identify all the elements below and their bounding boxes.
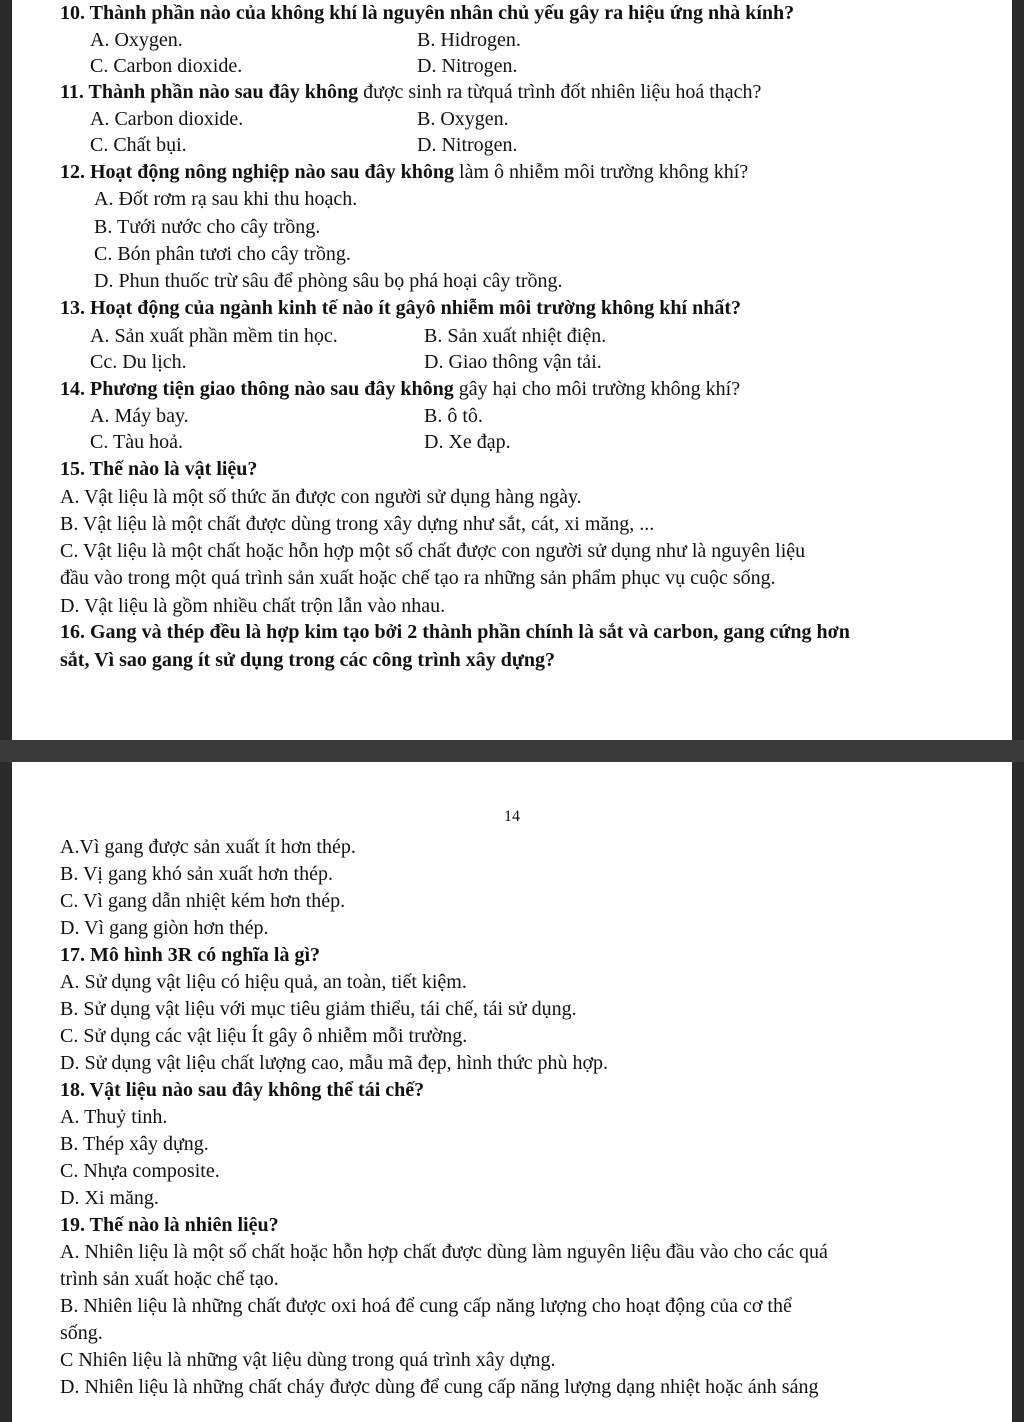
- question-19-stem: 19. Thế nào là nhiên liệu?: [60, 1214, 279, 1236]
- question-14-stem: 14. Phương tiện giao thông nào sau đây không gây hại cho môi trường không khí?: [60, 378, 741, 400]
- question-11-stem: 11. Thành phần nào sau đây không được sinh ra từquá trình đốt nhiên liệu hoá thạch?: [60, 81, 762, 103]
- q16-option-b: B. Vị gang khó sản xuất hơn thép.: [60, 863, 333, 885]
- q18-option-d: D. Xi măng.: [60, 1187, 159, 1209]
- question-16-stem-line2: sắt, Vì sao gang ít sử dụng trong các công trình xây dựng?: [60, 649, 555, 671]
- q18-option-b: B. Thép xây dựng.: [60, 1133, 209, 1155]
- q14-option-d: D. Xe đạp.: [424, 431, 511, 453]
- q18-option-a: A. Thuỷ tinh.: [60, 1106, 168, 1128]
- q18-option-c: C. Nhựa composite.: [60, 1160, 220, 1182]
- question-12-stem: 12. Hoạt động nông nghiệp nào sau đây không làm ô nhiễm môi trường không khí?: [60, 161, 749, 183]
- q19-option-a-line1: A. Nhiên liệu là một số chất hoặc hỗn hợp chất được dùng làm nguyên liệu đầu vào cho các quá: [60, 1241, 828, 1263]
- q15-option-c-line1: C. Vật liệu là một chất hoặc hỗn hợp một số chất được con người sử dụng như là nguyên liệu: [60, 540, 806, 562]
- q17-option-c: C. Sử dụng các vật liệu Ít gây ô nhiễm mỗi trường.: [60, 1025, 468, 1047]
- q11-option-b: B. Oxygen.: [417, 108, 509, 130]
- q13-option-d: D. Giao thông vận tải.: [424, 351, 602, 373]
- q15-option-c-line2: đầu vào trong một quá trình sản xuất hoặc chế tạo ra những sản phẩm phục vụ cuộc sống.: [60, 567, 776, 589]
- page-number: 14: [504, 808, 520, 825]
- q12-option-b: B. Tưới nước cho cây trồng.: [94, 216, 321, 238]
- q10-option-b: B. Hidrogen.: [417, 29, 521, 51]
- q14-option-b: B. ô tô.: [424, 405, 483, 427]
- q13-option-a: A. Sản xuất phần mềm tin học.: [90, 325, 338, 347]
- q16-option-a: A.Vì gang được sản xuất ít hơn thép.: [60, 836, 356, 858]
- q10-option-a: A. Oxygen.: [90, 29, 183, 51]
- q17-option-d: D. Sử dụng vật liệu chất lượng cao, mẫu mã đẹp, hình thức phù hợp.: [60, 1052, 609, 1074]
- q17-option-a: A. Sử dụng vật liệu có hiệu quả, an toàn, tiết kiệm.: [60, 971, 467, 993]
- document-page-1: [12, 0, 1012, 740]
- document-page-2: [12, 762, 1012, 1422]
- q15-option-b: B. Vật liệu là một chất được dùng trong xây dựng như sắt, cát, xi măng, ...: [60, 513, 655, 535]
- q14-option-c: C. Tàu hoả.: [90, 431, 183, 453]
- question-13-stem: 13. Hoạt động của ngành kinh tế nào ít gâyô nhiễm môi trường không khí nhất?: [60, 297, 742, 319]
- q19-option-a-line2: trình sản xuất hoặc chế tạo.: [60, 1268, 279, 1290]
- question-16-stem-line1: 16. Gang và thép đều là hợp kim tạo bởi 2 thành phần chính là sắt và carbon, gang cứng hơn: [60, 621, 850, 643]
- q10-option-d: D. Nitrogen.: [417, 55, 518, 77]
- q10-option-c: C. Carbon dioxide.: [90, 55, 243, 77]
- q15-option-d: D. Vật liệu là gồm nhiều chất trộn lẫn vào nhau.: [60, 595, 446, 617]
- q14-option-a: A. Máy bay.: [90, 405, 189, 427]
- q17-option-b: B. Sử dụng vật liệu với mục tiêu giảm thiểu, tái chế, tái sử dụng.: [60, 998, 577, 1020]
- q16-option-c: C. Vì gang dẫn nhiệt kém hơn thép.: [60, 890, 346, 912]
- q15-option-a: A. Vật liệu là một số thức ăn được con người sử dụng hàng ngày.: [60, 486, 582, 508]
- q11-option-c: C. Chất bụi.: [90, 134, 187, 156]
- q13-option-c: Cc. Du lịch.: [90, 351, 187, 373]
- q19-option-b-line2: sống.: [60, 1322, 103, 1344]
- q12-option-d: D. Phun thuốc trừ sâu để phòng sâu bọ phá hoại cây trồng.: [94, 270, 563, 292]
- q19-option-c: C Nhiên liệu là những vật liệu dùng trong quá trình xây dựng.: [60, 1349, 556, 1371]
- question-17-stem: 17. Mô hình 3R có nghĩa là gì?: [60, 944, 321, 966]
- question-15-stem: 15. Thế nào là vật liệu?: [60, 458, 258, 480]
- q19-option-d: D. Nhiên liệu là những chất cháy được dùng để cung cấp năng lượng dạng nhiệt hoặc ánh sáng: [60, 1376, 819, 1398]
- q11-option-d: D. Nitrogen.: [417, 134, 518, 156]
- q13-option-b: B. Sản xuất nhiệt điện.: [424, 325, 607, 347]
- question-10-stem: 10. Thành phần nào của không khí là nguyên nhân chủ yếu gây ra hiệu ứng nhà kính?: [60, 2, 795, 24]
- q19-option-b-line1: B. Nhiên liệu là những chất được oxi hoá để cung cấp năng lượng cho hoạt động của cơ thể: [60, 1295, 792, 1317]
- q12-option-a: A. Đốt rơm rạ sau khi thu hoạch.: [94, 188, 358, 210]
- q12-option-c: C. Bón phân tươi cho cây trồng.: [94, 243, 351, 265]
- q11-option-a: A. Carbon dioxide.: [90, 108, 244, 130]
- q16-option-d: D. Vì gang giòn hơn thép.: [60, 917, 269, 939]
- question-18-stem: 18. Vật liệu nào sau đây không thể tái chế?: [60, 1079, 425, 1101]
- page-gap: [0, 740, 1024, 762]
